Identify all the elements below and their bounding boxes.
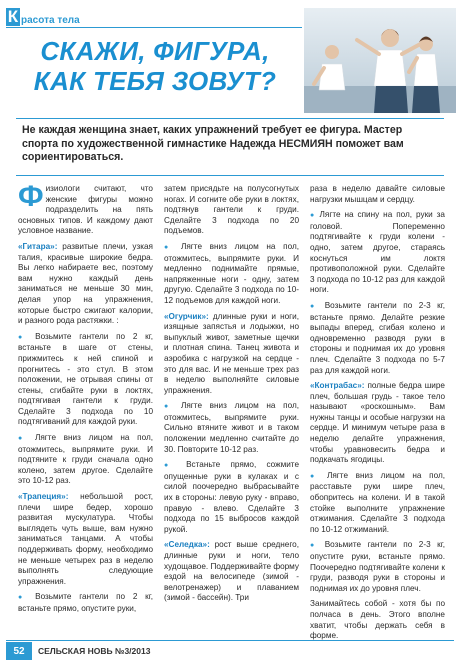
- continued-paragraph: раза в неделю давайте силовые нагрузки мышцам и сердцу.: [310, 184, 445, 204]
- column-1: [18, 180, 153, 634]
- exercise-item: ● Возьмите гантели по 2 кг, встаньте прямо, опустите руки,: [18, 592, 153, 614]
- exercise-item: ● Лягте на спину на пол, руки за головой. Попеременно подтягивайте к груди колени - одно, затем другое, стараясь коснуться им локтя противоположной руки. Сделайте 3 подхода по 10-12 раз для каждой ноги.: [310, 210, 445, 296]
- type-guitar-paragraph: [18, 242, 153, 327]
- exercise-item: ● Возьмите гантели по 2-3 кг, встаньте прямо. Делайте резкие выпады вперед, сгибая колено и одновременно разводя руки в стороны и поднимая их до уровня плеч. Сделайте 3 подхода по 5-7 раз для каждой ноги.: [310, 301, 445, 376]
- intro-paragraph: [18, 180, 153, 237]
- closing-paragraph: Занимайтесь собой - хотя бы по полчаса в день. Этого вполне хватит, чтобы держать себя в форме.: [310, 599, 445, 641]
- column-2: [164, 184, 299, 634]
- column-3: [310, 184, 445, 641]
- article-headline: [10, 36, 300, 96]
- exercise-item: ● Возьмите гантели по 2-3 кг, опустите руки, встаньте прямо. Поочередно подтягивайте колени к груди, разводя руки в стороны и поднимая их до уровня плеч.: [310, 540, 445, 594]
- type-trapezoid-paragraph: [18, 492, 153, 587]
- type-guitar-text: развитые плечи, узкая талия, красивые широкие бедра. Вы легко набираете вес, поэтому вам нужно каждый день заниматься не меньше 30 мин, делая упор на упражнения, которые быстро сжигают калории, и разного рода растяжки. :: [18, 241, 153, 326]
- lead-bottom-rule: [16, 175, 444, 176]
- exercise-item: ● Лягте вниз лицом на пол, расставьте руки шире плеч, обопритесь на колени. И в такой стойке выполните упражнение отжимания. Сделайте 3 подхода по 10-12 отжиманий.: [310, 471, 445, 536]
- photo-illustration: [304, 8, 456, 113]
- type-cucumber-paragraph: [164, 312, 299, 397]
- exercise-item: ● Лягте вниз лицом на пол, отожмитесь, выпрямите руки. Сильно втяните живот и в таком положении медленно считайте до 30. Повторите 10-12 раз.: [164, 401, 299, 455]
- type-trapezoid-text: небольшой рост, плечи шире бедер, хорошо развитая мускулатура. Чтобы выглядеть чуть выше, вам нужно заниматься танцами. А чтобы поддерживать форму, необходимо не меньше четырех раз в неделю выполнять следующие упражнения.: [18, 492, 153, 586]
- page-footer: [0, 642, 460, 660]
- exercise-item: ● Встаньте прямо, сожмите опущенные руки в кулаках и с силой поочередно выбрасывайте их в стороны: левую руку - вправо, правую - влево. Сделайте 3 подхода по 15 выбросов каждой рукой.: [164, 460, 299, 535]
- article-lead: Не каждая женщина знает, каких упражнений требует ее фигура. Мастер спорта по художественной гимнастике Надежда НЕСМИЯН поможет вам сориентироваться.: [22, 124, 404, 163]
- intro-text: изиологи считают, что женские фигуры можно подразделить на пять основных типов. И каждому дают условное название.: [18, 184, 153, 236]
- fitness-class-photo: [304, 8, 456, 113]
- page-number: 52: [6, 642, 32, 660]
- continued-paragraph: затем присядьте на полусогнутых ногах. И согните обе руки в локтях, подтянув гантели к груди. Сделайте 3 подхода по 20 подъемов.: [164, 184, 299, 236]
- exercise-item: ● Возьмите гантели по 2 кг, встаньте в шаге от стены, прижмитесь к ней спиной и прогнитесь - это стул. В этом положении, не отрывая спины от стены, сгибайте руки в локтях, подтягивая гантели к груди. Сделайте 3 подхода по 10 подтягиваний для каждой руки.: [18, 332, 153, 428]
- section-name: расота тела: [21, 15, 80, 26]
- type-guitar-term: «Гитара»:: [18, 241, 58, 251]
- type-herring-paragraph: [164, 540, 299, 604]
- publication-name: СЕЛЬСКАЯ НОВЬ №3/2013: [38, 646, 151, 656]
- headline-line-2: КАК ТЕБЯ ЗОВУТ?: [33, 66, 277, 96]
- type-herring-term: «Селедка»:: [164, 540, 210, 550]
- type-cucumber-text: длинные руки и ноги, изящные запястья и лодыжки, но выпуклый живот, заметные щечки и плотная спина. Танец живота и аэробика с нагрузкой на сердце - это для вас. И не меньше трех раз в неделю выполняйте силовые упражнения.: [164, 311, 299, 395]
- section-tag: [6, 8, 80, 26]
- type-contrabass-text: полные бедра шире плеч, большая грудь - такое тело называют «роскошным». Вам нужны танцы и особые нагрузки на сердце. И минимум четыре раза в неделю делайте упражнения, чтобы уравновесить бедра и подкачать ягодицы.: [310, 381, 445, 465]
- section-initial: К: [7, 7, 19, 26]
- drop-cap: Ф: [18, 180, 44, 213]
- type-trapezoid-term: «Трапеция»:: [18, 492, 69, 502]
- footer-divider: [6, 640, 454, 641]
- headline-line-1: СКАЖИ, ФИГУРА,: [40, 36, 270, 66]
- lead-top-rule: [16, 118, 444, 119]
- type-contrabass-paragraph: [310, 381, 445, 466]
- exercise-item: ● Лягте вниз лицом на пол, отожмитесь, выпрямите руки. И подтяните к груди сначала одно колено, затем другое. Сделайте это 10-12 раз.: [18, 433, 153, 487]
- type-herring-text: рост выше среднего, длинные руки и ноги, тело худощавое. Поддерживайте форму ездой на велосипеде (зимой - велотренажер) и плаванием (зимой - бассейн). Три: [164, 540, 299, 603]
- exercise-item: ● Лягте вниз лицом на пол, отожмитесь, выпрямите руки. И медленно поднимайте прямые, напряженные ноги - одну, затем другую. Сделайте 3 подхода по 10-12 подъемов для каждой ноги.: [164, 242, 299, 307]
- type-contrabass-term: «Контрабас»:: [310, 381, 365, 391]
- type-cucumber-term: «Огурчик»:: [164, 311, 209, 321]
- section-divider: [6, 27, 302, 28]
- article-body: [18, 180, 448, 641]
